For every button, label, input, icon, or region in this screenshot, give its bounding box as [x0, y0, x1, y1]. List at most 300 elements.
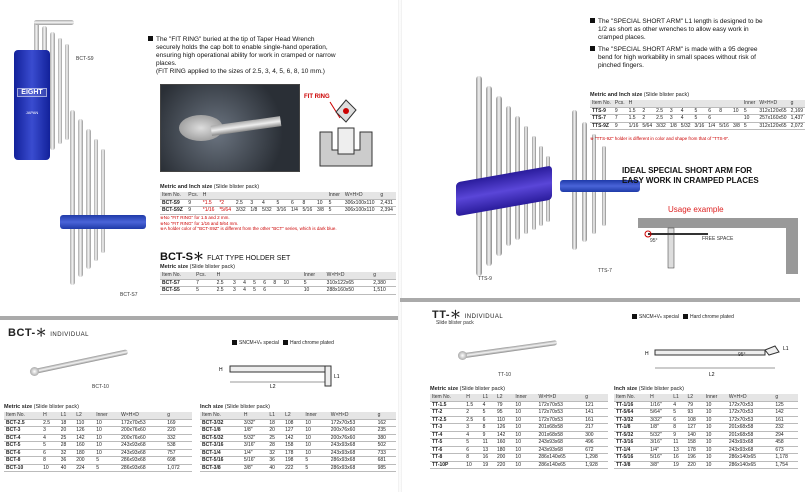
table-header-cell: Item No.: [160, 272, 194, 279]
table-cell: 3: [668, 107, 679, 115]
table-row: [430, 401, 608, 409]
table-cell: 10: [742, 115, 757, 123]
table-header-cell: Inner: [302, 272, 325, 279]
table-cell: 10: [704, 416, 727, 424]
table-cell: 1/4": [242, 449, 268, 457]
table-header-cell: H: [627, 100, 641, 107]
table-header-cell: [217, 192, 234, 199]
table-cell: 10: [303, 427, 328, 435]
square-icon: [683, 314, 688, 319]
table-header-cell: [234, 192, 249, 199]
table-cell: 158: [685, 439, 703, 447]
table-header-row: [4, 412, 192, 419]
table-header-cell: [731, 100, 742, 107]
table-cell: 172x70x53: [329, 419, 376, 427]
table-header-cell: H: [648, 394, 671, 401]
ideal-title: [622, 166, 759, 186]
table-cell: 243x93x68: [119, 442, 165, 450]
table-cell: 1,437: [790, 115, 804, 121]
tt-metric-heading: [430, 386, 505, 392]
table-header-cell: W×H×D: [329, 412, 376, 419]
table-cell: 178: [283, 449, 303, 457]
table-cell: 1.5: [464, 401, 480, 409]
table-cell: 20: [267, 427, 283, 435]
table-header-row: [160, 192, 396, 199]
note-line: cramped places.: [598, 34, 646, 41]
table-row: [160, 199, 396, 207]
fit-ring-diagram: [300, 88, 396, 172]
table-cell: BCT-S9Z: [160, 207, 186, 215]
table-cell: 172x70x53: [727, 401, 774, 409]
table-row: [430, 439, 608, 447]
table-cell: 10: [704, 446, 727, 454]
table-cell: 10: [513, 431, 536, 439]
table-cell: 127: [685, 424, 703, 432]
table-cell: BCT-8: [4, 457, 41, 465]
table-header-cell: g: [378, 192, 396, 199]
table-cell: 3: [464, 424, 480, 432]
table-cell: 11: [481, 439, 495, 447]
table-cell: 10: [94, 419, 119, 427]
table-header-cell: [717, 100, 731, 107]
table-header-cell: [315, 192, 327, 199]
table-cell: BCT-S9: [160, 199, 186, 207]
note-line: ※No "FIT RING" for 1/16 and 5/64 mm.: [160, 220, 239, 226]
table-row: [430, 409, 608, 417]
svg-text:L2: L2: [270, 384, 276, 390]
table-header-cell: Inner: [743, 100, 756, 106]
table-cell: 5: [303, 457, 328, 465]
table-header-cell: [261, 272, 271, 279]
table-cell: 3/8": [242, 464, 268, 472]
tt-dimension-diagram: [645, 340, 795, 380]
table-cell: 10: [513, 416, 536, 424]
table-header-cell: [289, 192, 301, 199]
table-cell: 10: [704, 454, 727, 462]
table-header-cell: L1: [671, 394, 685, 401]
metric-inch-heading: [160, 184, 259, 190]
table-cell: 8: [481, 424, 495, 432]
table-header-cell: Item No.: [200, 412, 242, 419]
table-row: [430, 461, 608, 469]
section-title-text: BCT-＊: [8, 327, 48, 339]
table-header-cell: L2: [495, 394, 513, 401]
table-cell: 200: [74, 457, 94, 465]
bcts-title-text: BCT-S＊: [160, 251, 204, 263]
table-cell: 3/8": [648, 461, 671, 469]
svg-text:L2: L2: [709, 372, 715, 378]
table-cell: BCT-1/8: [200, 427, 242, 435]
table-cell: TT-5: [430, 439, 464, 447]
table-header-cell: H: [41, 412, 59, 419]
table-cell: BCT-5/32: [200, 434, 242, 442]
japan-label: JAPAN: [25, 110, 39, 115]
wrench-tip: [211, 116, 282, 136]
table-cell: 3/16: [694, 122, 705, 129]
table-cell: *5/64: [217, 207, 234, 215]
table-cell: BCT-S7: [160, 279, 194, 287]
table-cell: 140: [685, 431, 703, 439]
table-cell: 698: [165, 457, 192, 465]
fit-ring-drawing: [300, 88, 396, 172]
table-cell: 6: [261, 279, 271, 287]
table-header-cell: H: [242, 412, 268, 419]
table-header-cell: Inner: [704, 394, 727, 401]
table-row: [4, 464, 192, 472]
table-header-cell: [668, 100, 679, 107]
table-cell: 5: [742, 107, 757, 115]
table-cell: 2,072: [790, 122, 804, 129]
table-cell: 10: [464, 461, 480, 469]
table-header-cell: g: [583, 394, 608, 401]
table-cell: 198: [283, 457, 303, 465]
table-header-cell: Inner: [513, 394, 536, 401]
table-cell: 9: [613, 122, 627, 130]
table-cell: 10: [94, 449, 119, 457]
table-cell: 294: [773, 431, 798, 439]
table-row: [430, 446, 608, 454]
table-cell: 220: [685, 461, 703, 469]
bullet-icon: [148, 36, 153, 41]
table-cell: 93: [685, 409, 703, 417]
table-row: [200, 427, 396, 435]
divider: [400, 298, 800, 302]
table-cell: 6: [464, 446, 480, 454]
usage-label: Usage example: [668, 205, 724, 214]
table-cell: 2: [640, 115, 654, 123]
table-cell: 200x76x60: [329, 434, 376, 442]
note-line: The "SPECIAL SHORT ARM" L1 length is designed to be: [598, 18, 763, 25]
table-cell: 286x140x65: [536, 454, 583, 462]
table-cell: 10: [731, 107, 742, 115]
table-cell: 126: [495, 424, 513, 432]
table-header-cell: g: [376, 412, 396, 419]
table-cell: 10: [513, 409, 536, 417]
fit-ring-label: FIT RING: [304, 94, 330, 100]
table-cell: 4: [679, 107, 693, 115]
table-cell: 1.5: [627, 115, 641, 123]
table-cell: 286x93x68: [329, 464, 376, 472]
table-cell: 1/16": [648, 401, 671, 409]
table-row: [4, 449, 192, 457]
table-cell: 161: [583, 416, 608, 424]
table-header-cell: W×H×D: [536, 394, 583, 401]
table-row: [614, 461, 798, 469]
table-header-cell: [231, 272, 241, 279]
table-cell: BCT-5/16: [200, 457, 242, 465]
table-cell: 16: [481, 454, 495, 462]
table-cell: 8: [41, 457, 59, 465]
table-cell: 110: [74, 419, 94, 427]
table-cell: 10: [513, 424, 536, 432]
table-cell: 257x160x50: [759, 115, 787, 121]
table-cell: 4: [679, 115, 693, 123]
table-cell: 9: [671, 431, 685, 439]
table-cell: 2.5: [234, 199, 249, 207]
table-cell: 6: [41, 449, 59, 457]
table-cell: 18: [267, 419, 283, 427]
table-row: [160, 207, 396, 215]
table-cell: BCT-1/4: [200, 449, 242, 457]
heading-title: Metric and Inch size: [160, 184, 213, 190]
heading-pack: (Slide blister pack): [638, 386, 685, 392]
table-header-cell: W×H×D: [757, 100, 788, 107]
table-cell: 1,928: [583, 461, 608, 469]
table-cell: TT-6: [430, 446, 464, 454]
table-cell: 224: [74, 464, 94, 472]
svg-text:H: H: [219, 367, 223, 373]
legend-chrome: Hard chrome plated: [289, 340, 334, 346]
table-cell: 10: [704, 431, 727, 439]
table-cell: 3/16": [648, 439, 671, 447]
table-cell: 6: [706, 115, 717, 123]
tts-table-heading: [590, 92, 689, 98]
table-cell: 1/8": [242, 427, 268, 435]
table-header-row: [430, 394, 608, 401]
table-cell: 8: [271, 279, 281, 287]
table-cell: 10: [513, 439, 536, 447]
table-cell: BCT-S5: [160, 287, 194, 295]
table-cell: 312x120x65: [759, 107, 787, 114]
table-row: [614, 431, 798, 439]
heading-title: Inch size: [614, 386, 638, 392]
table-cell: BCT-4: [4, 434, 41, 442]
table-cell: 3/32": [242, 419, 268, 427]
table-cell: 243x93x68: [727, 446, 774, 454]
table-row: [430, 424, 608, 432]
heading-pack: (Slide blister pack): [643, 92, 690, 98]
svg-text:L1: L1: [783, 346, 789, 352]
table-cell: 172x70x53: [536, 416, 583, 424]
table-row: [590, 115, 805, 123]
table-header-cell: g: [789, 100, 805, 107]
table-cell: TT-4: [430, 431, 464, 439]
table-cell: 196: [685, 454, 703, 462]
table-header-cell: [282, 272, 296, 279]
table-cell: 5/32": [242, 434, 268, 442]
table-cell: 108: [685, 416, 703, 424]
table-cell: 2,431: [378, 199, 396, 207]
table-cell: 13: [481, 446, 495, 454]
table-cell: 286x140x65: [727, 454, 774, 462]
table-header-cell: [271, 272, 281, 279]
table-cell: 3/32: [234, 207, 249, 215]
table-cell: 4: [241, 279, 251, 287]
table-cell: 681: [376, 457, 396, 465]
table-cell: BCT-3: [4, 427, 41, 435]
ideal-title-line: EASY WORK IN CRAMPED PLACES: [622, 176, 759, 185]
table-cell: BCT-2.5: [4, 419, 41, 427]
table-header-cell: [241, 272, 251, 279]
table-cell: 5: [94, 464, 119, 472]
usage-diagram: [638, 216, 798, 276]
table-cell: 2,394: [378, 207, 396, 215]
table-cell: 538: [165, 442, 192, 450]
table-cell: 3/32": [648, 416, 671, 424]
table-header-cell: g: [165, 412, 192, 419]
table-cell: 8: [717, 107, 731, 115]
tts7-label: TTS-7: [598, 268, 612, 274]
table-cell: 180: [74, 449, 94, 457]
table-cell: 306x100x110: [343, 199, 379, 207]
bct-s7-image: [60, 105, 146, 295]
table-row: [590, 107, 805, 115]
table-header-cell: [679, 100, 693, 107]
table-cell: 172x70x53: [727, 409, 774, 417]
table-cell: 733: [376, 449, 396, 457]
table-cell: 2: [640, 107, 654, 115]
heading-pack: (Slide blister pack): [224, 404, 271, 410]
section-subtitle: INDIVIDUAL: [50, 332, 89, 338]
table-cell: 10: [282, 279, 296, 287]
table-cell: 11: [671, 439, 685, 447]
table-cell: 3/8: [732, 122, 740, 129]
tt-inch-heading: [614, 386, 684, 392]
table-cell: 1/4: [289, 207, 301, 215]
table-cell: 1/16: [628, 122, 639, 129]
table-cell: 10: [303, 449, 328, 457]
metric-size-heading: [4, 404, 79, 410]
table-cell: 9: [186, 199, 201, 207]
table-row: [4, 419, 192, 427]
table-header-row: [614, 394, 798, 401]
table-cell: 3: [248, 199, 260, 207]
table-cell: 4: [41, 434, 59, 442]
table-cell: 10: [704, 401, 727, 409]
table-cell: TT-8: [430, 454, 464, 462]
table-row: [4, 442, 192, 450]
table-cell: 160: [495, 439, 513, 447]
table-cell: 8: [301, 199, 316, 207]
table-cell: TT-3/16: [614, 439, 648, 447]
table-cell: 3/16": [242, 442, 268, 450]
table-row: [430, 454, 608, 462]
table-cell: 5: [671, 409, 685, 417]
table-cell: 1/8: [248, 207, 260, 215]
table-cell: 306x100x110: [343, 207, 379, 215]
table-header-cell: Inner: [327, 192, 343, 199]
table-cell: *1/16: [201, 207, 218, 215]
note-line: ※A holder color of "BCT-S9Z" is different from the other "BCT" series, which is dark blue.: [160, 226, 337, 231]
table-cell: 201x68x58: [536, 431, 583, 439]
table-cell: 1.5: [627, 107, 641, 115]
heading-title: Metric and Inch size: [590, 92, 643, 98]
table-cell: *2: [217, 199, 234, 207]
table-cell: 286x140x65: [727, 461, 774, 469]
table-cell: 10: [303, 442, 328, 450]
table-cell: 3/16: [274, 207, 289, 215]
table-header-cell: g: [371, 272, 396, 279]
table-row: [160, 279, 396, 287]
table-header-cell: Item No.: [430, 394, 464, 401]
bullet-icon: [590, 18, 595, 23]
table-row: [200, 457, 396, 465]
bullet-icon: [590, 46, 595, 51]
table-cell: 757: [165, 449, 192, 457]
table-cell: 5/16": [648, 454, 671, 462]
heading-pack: (Slide blister pack): [33, 404, 79, 410]
table-header-cell: [654, 100, 668, 107]
table-cell: 5: [327, 207, 343, 215]
legend-snc: SNCM+Vₕ special: [239, 340, 279, 346]
table-cell: 5: [327, 199, 343, 207]
table-cell: 243x93x68: [119, 449, 165, 457]
table-header-cell: [251, 272, 261, 279]
table-cell: 110: [495, 416, 513, 424]
bct-inch-table: [200, 412, 396, 472]
table-cell: 25: [267, 434, 283, 442]
metric-heading-2: [160, 264, 235, 270]
table-cell: 108: [283, 419, 303, 427]
table-cell: 7: [194, 279, 214, 287]
table-cell: TT-2.5: [430, 416, 464, 424]
table-cell: 16: [671, 454, 685, 462]
table-cell: 5: [303, 464, 328, 472]
table-cell: 10: [94, 442, 119, 450]
table-header-cell: W×H×D: [325, 272, 372, 279]
table-cell: 288x160x50: [325, 287, 372, 295]
heading-pack: (Slide blister pack): [459, 386, 505, 392]
note-line: 1/2 as short as other wrenches to allow easy work in: [598, 26, 749, 33]
table-cell: 5/64: [642, 122, 653, 129]
table-cell: 79: [685, 401, 703, 409]
table-cell: 79: [495, 401, 513, 409]
table-cell: 180: [495, 446, 513, 454]
table-cell: 127: [283, 427, 303, 435]
table-cell: 5: [302, 279, 325, 287]
table-cell: 142: [74, 434, 94, 442]
table-cell: 10: [315, 199, 327, 207]
table-header-cell: L1: [481, 394, 495, 401]
left-page: [0, 0, 400, 492]
table-cell: 1/4": [648, 446, 671, 454]
note-line: ※No "FIT RING" for 1.5 and 2 mm.: [160, 215, 230, 220]
table-cell: 2: [464, 409, 480, 417]
table-cell: TTS-7: [590, 115, 613, 123]
table-cell: 18: [59, 419, 74, 427]
table-cell: 5: [194, 287, 214, 295]
table-cell: TT-1.5: [430, 401, 464, 409]
table-cell: 2.5: [215, 279, 231, 287]
table-cell: 3: [668, 115, 679, 123]
table-cell: 1/8": [648, 424, 671, 432]
table-cell: 232: [773, 424, 798, 432]
table-row: [200, 449, 396, 457]
table-cell: 10: [513, 461, 536, 469]
table-cell: 2.5: [654, 115, 668, 123]
table-cell: 125: [773, 401, 798, 409]
table-cell: 4: [481, 401, 495, 409]
section-title-text: TT-＊: [432, 309, 462, 321]
bct-metric-table: [4, 412, 192, 472]
table-cell: 380: [376, 434, 396, 442]
table-row: [430, 431, 608, 439]
table-cell: 95: [495, 409, 513, 417]
eight-logo: EIGHT: [17, 88, 47, 97]
table-cell: 10: [704, 424, 727, 432]
fit-ring-photo: [160, 84, 300, 172]
table-header-cell: Pcs.: [614, 100, 625, 106]
table-row: [160, 287, 396, 295]
bct-s7-table: [160, 272, 396, 295]
table-cell: 10: [94, 434, 119, 442]
table-cell: 1,510: [371, 287, 396, 295]
table-cell: 1,298: [583, 454, 608, 462]
table-header-row: [590, 100, 805, 107]
table-cell: 5: [94, 457, 119, 465]
table-cell: 200x76x60: [119, 427, 165, 435]
legend: [628, 314, 734, 320]
